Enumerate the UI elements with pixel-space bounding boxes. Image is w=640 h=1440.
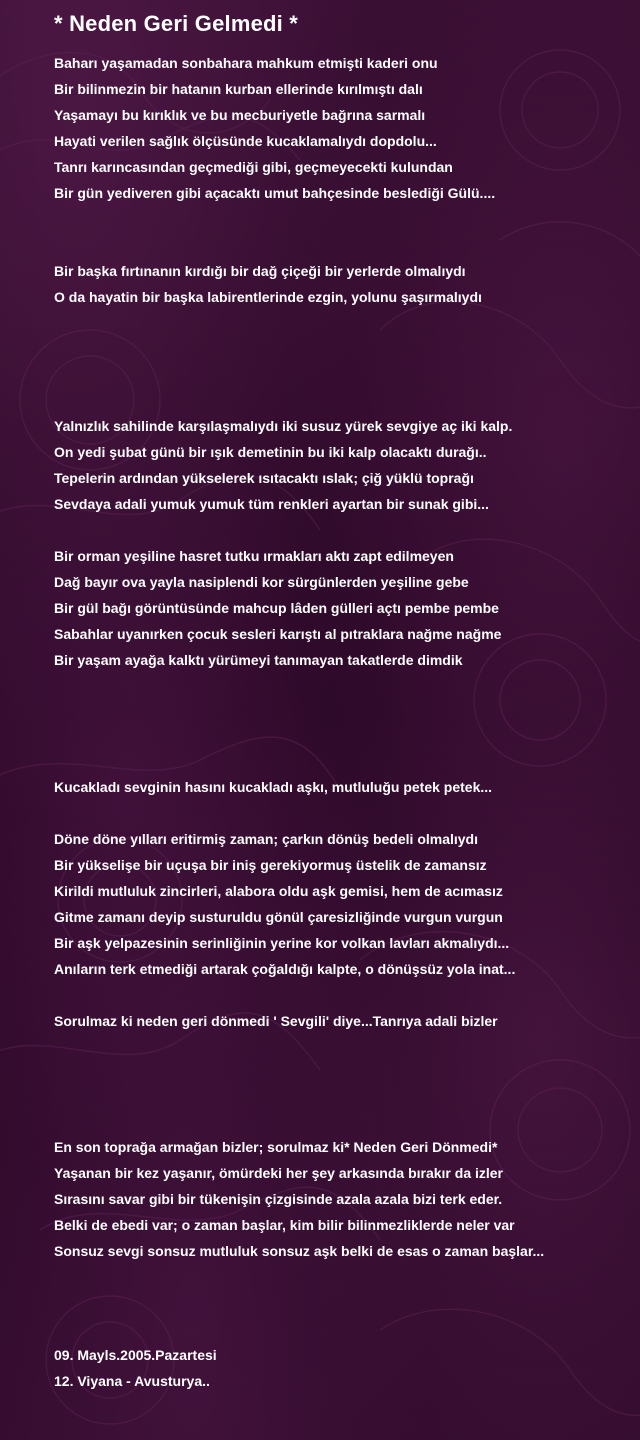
poem-line: Sorulmaz ki neden geri dönmedi ' Sevgili' diye...Tanrıya adali bizler — [54, 1013, 498, 1029]
poem-line: Tepelerin ardından yükselerek ısıtacaktı ıslak; çiğ yüklü toprağı — [54, 470, 474, 486]
poem-line: Kucakladı sevginin hasını kucakladı aşkı, mutluluğu petek petek... — [54, 779, 493, 795]
stanza-5 — [54, 774, 630, 800]
poem-line: Gitme zamanı deyip susturuldu gönül çaresizliğinde vurgun vurgun — [54, 909, 503, 925]
poem-line: Bir başka fırtınanın kırdığı bir dağ çiçeği bir yerlerde olmalıydı — [54, 263, 466, 279]
stanza-3 — [54, 413, 630, 517]
stanza-8 — [54, 1134, 630, 1264]
poem-line: Belki de ebedi var; o zaman başlar, kim bilir bilinmezliklerde neler var — [54, 1217, 515, 1233]
poem-line: Bir aşk yelpazesinin serinliğinin yerine kor volkan lavları akmalıydı... — [54, 935, 510, 951]
stanza-2 — [54, 258, 630, 310]
poem-date: 09. Mayls.2005.Pazartesi — [54, 1347, 217, 1363]
poem-line: En son toprağa armağan bizler; sorulmaz ki* Neden Geri Dönmedi* — [54, 1139, 498, 1155]
poem-line: Sevdaya adali yumuk yumuk tüm renkleri ayartan bir sunak gibi... — [54, 496, 489, 512]
poem-line: Hayati verilen sağlık ölçüsünde kucaklamalıydı dopdolu... — [54, 133, 437, 149]
poem-title: * Neden Geri Gelmedi * — [54, 11, 299, 36]
stanza-7 — [54, 1008, 630, 1034]
stanza-4 — [54, 543, 630, 673]
poem-line: Dağ bayır ova yayla nasiplendi kor sürgünlerden yeşiline gebe — [54, 574, 469, 590]
poem-line: Bir yükselişe bir uçuşa bir iniş gerekiyormuş üstelik de zamansız — [54, 857, 487, 873]
poem-line: Bir gül bağı görüntüsünde mahcup lâden gülleri açtı pembe pembe — [54, 600, 499, 616]
poem-line: On yedi şubat günü bir ışık demetinin bu iki kalp olacaktı durağı.. — [54, 444, 487, 460]
poem-line: Kirildi mutluluk zincirleri, alabora oldu aşk gemisi, hem de acımasız — [54, 883, 503, 899]
poem-line: O da hayatin bir başka labirentlerinde ezgin, yolunu şaşırmalıydı — [54, 289, 482, 305]
poem-line: Baharı yaşamadan sonbahara mahkum etmişti kaderi onu — [54, 55, 438, 71]
poem-line: Bir yaşam ayağa kalktı yürümeyi tanımayan takatlerde dimdik — [54, 652, 463, 668]
poem-line: Yaşanan bir kez yaşanır, ömürdeki her şey arkasında bırakır da izler — [54, 1165, 504, 1181]
poem-line: Sabahlar uyanırken çocuk sesleri karıştı al pıtraklara nağme nağme — [54, 626, 502, 642]
stanza-6 — [54, 826, 630, 982]
poem-line: Döne döne yılları eritirmiş zaman; çarkın dönüş bedeli olmalıydı — [54, 831, 478, 847]
poem-line: Bir orman yeşiline hasret tutku ırmakları aktı zapt edilmeyen — [54, 548, 454, 564]
poem-line: Yalnızlık sahilinde karşılaşmalıydı iki susuz yürek sevgiye aç iki kalp. — [54, 418, 513, 434]
poem-line: Bir bilinmezin bir hatanın kurban ellerinde kırılmıştı dalı — [54, 81, 423, 97]
poem-line: Sırasını savar gibi bir tükenişin çizgisinde azala azala bizi terk eder. — [54, 1191, 503, 1207]
poem-line: Bir gün yediveren gibi açacaktı umut bahçesinde beslediği Gülü.... — [54, 185, 496, 201]
stanza-1 — [54, 50, 630, 206]
poem-line: Tanrı karıncasından geçmediği gibi, geçmeyecekti kulundan — [54, 159, 453, 175]
poem-line: Sonsuz sevgi sonsuz mutluluk sonsuz aşk belki de esas o zaman başlar... — [54, 1243, 545, 1259]
poem-date-place — [54, 1342, 630, 1394]
poem-container — [54, 8, 630, 1394]
poem-line: Anıların terk etmediği artarak çoğaldığı kalpte, o dönüşsüz yola inat... — [54, 961, 516, 977]
poem-place: 12. Viyana - Avusturya.. — [54, 1373, 210, 1389]
poem-line: Yaşamayı bu kırıklık ve bu mecburiyetle bağrına sarmalı — [54, 107, 426, 123]
